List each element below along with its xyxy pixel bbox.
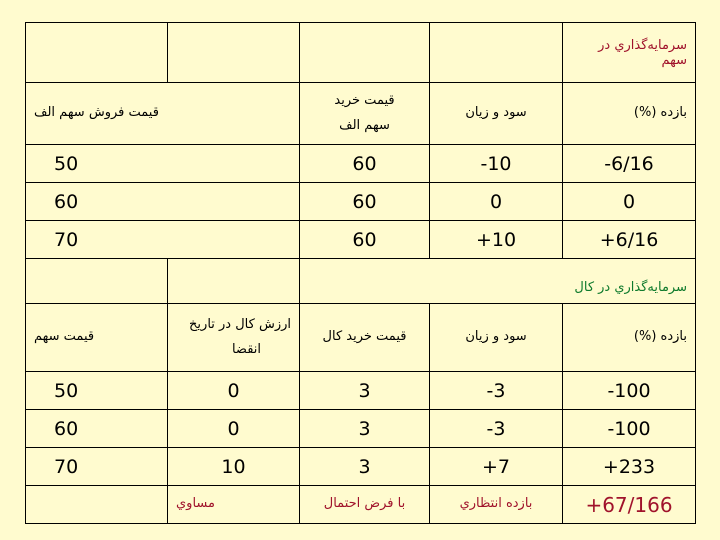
stock-buy-cell: 60 (300, 221, 430, 259)
commodity-value-line1: ارزش کال در تاريخ (189, 316, 291, 332)
stock-row (26, 145, 696, 183)
stock-buy-price-line1: قيمت خريد (334, 92, 395, 108)
commodity-value-cell: 0 (168, 372, 300, 410)
commodity-profit-loss-cell: +7 (430, 448, 563, 486)
stock-return-cell: +6/16 (563, 221, 696, 259)
equal-label: مساوي (168, 486, 300, 524)
commodity-header-row (26, 304, 696, 372)
commodity-stock-cell: 70 (26, 448, 168, 486)
stock-return-cell: -6/16 (563, 145, 696, 183)
commodity-row (26, 448, 696, 486)
stock-sell-cell: 60 (26, 183, 300, 221)
commodity-stock-price-header: قيمت سهم (26, 304, 168, 372)
commodity-buy-price-header: قيمت خريد کال (300, 304, 430, 372)
stock-sell-price-header: قيمت فروش سهم الف (26, 83, 300, 145)
commodity-buy-cell: 3 (300, 410, 430, 448)
stock-profit-loss-cell: -10 (430, 145, 563, 183)
commodity-return-header: بازده (%) (563, 304, 696, 372)
stock-sell-cell: 70 (26, 221, 300, 259)
commodity-profit-loss-cell: -3 (430, 372, 563, 410)
commodity-section-title: سرمايه‌گذاري در کال (300, 259, 696, 304)
stock-section-title: سرمايه‌گذاري در سهم (563, 23, 696, 83)
stock-buy-price-header (300, 83, 430, 145)
commodity-return-cell: -100 (563, 372, 696, 410)
commodity-value-cell: 10 (168, 448, 300, 486)
stock-row (26, 183, 696, 221)
stock-buy-cell: 60 (300, 145, 430, 183)
commodity-value-cell: 0 (168, 410, 300, 448)
stock-return-cell: 0 (563, 183, 696, 221)
commodity-footer-row (26, 486, 696, 524)
commodity-return-cell: -100 (563, 410, 696, 448)
commodity-title-row (26, 259, 696, 304)
stock-header-row (26, 83, 696, 145)
stock-title-row (26, 23, 696, 83)
expected-return-label: بازده انتظاري (430, 486, 563, 524)
commodity-value-header (168, 304, 300, 372)
stock-row (26, 221, 696, 259)
expected-return-value: +67/166 (563, 486, 696, 524)
commodity-return-cell: +233 (563, 448, 696, 486)
commodity-row (26, 410, 696, 448)
stock-profit-loss-cell: 0 (430, 183, 563, 221)
stock-return-header: بازده (%) (563, 83, 696, 145)
stock-profit-loss-cell: +10 (430, 221, 563, 259)
commodity-row (26, 372, 696, 410)
assuming-probability-label: با فرض احتمال (300, 486, 430, 524)
investment-comparison-table (25, 22, 696, 524)
stock-sell-cell: 50 (26, 145, 300, 183)
commodity-stock-cell: 60 (26, 410, 168, 448)
stock-buy-price-line2: سهم الف (339, 117, 390, 133)
commodity-profit-loss-header: سود و زيان (430, 304, 563, 372)
commodity-stock-cell: 50 (26, 372, 168, 410)
commodity-buy-cell: 3 (300, 448, 430, 486)
commodity-profit-loss-cell: -3 (430, 410, 563, 448)
stock-buy-cell: 60 (300, 183, 430, 221)
commodity-value-line2: انقضا (231, 341, 261, 357)
commodity-buy-cell: 3 (300, 372, 430, 410)
stock-profit-loss-header: سود و زيان (430, 83, 563, 145)
